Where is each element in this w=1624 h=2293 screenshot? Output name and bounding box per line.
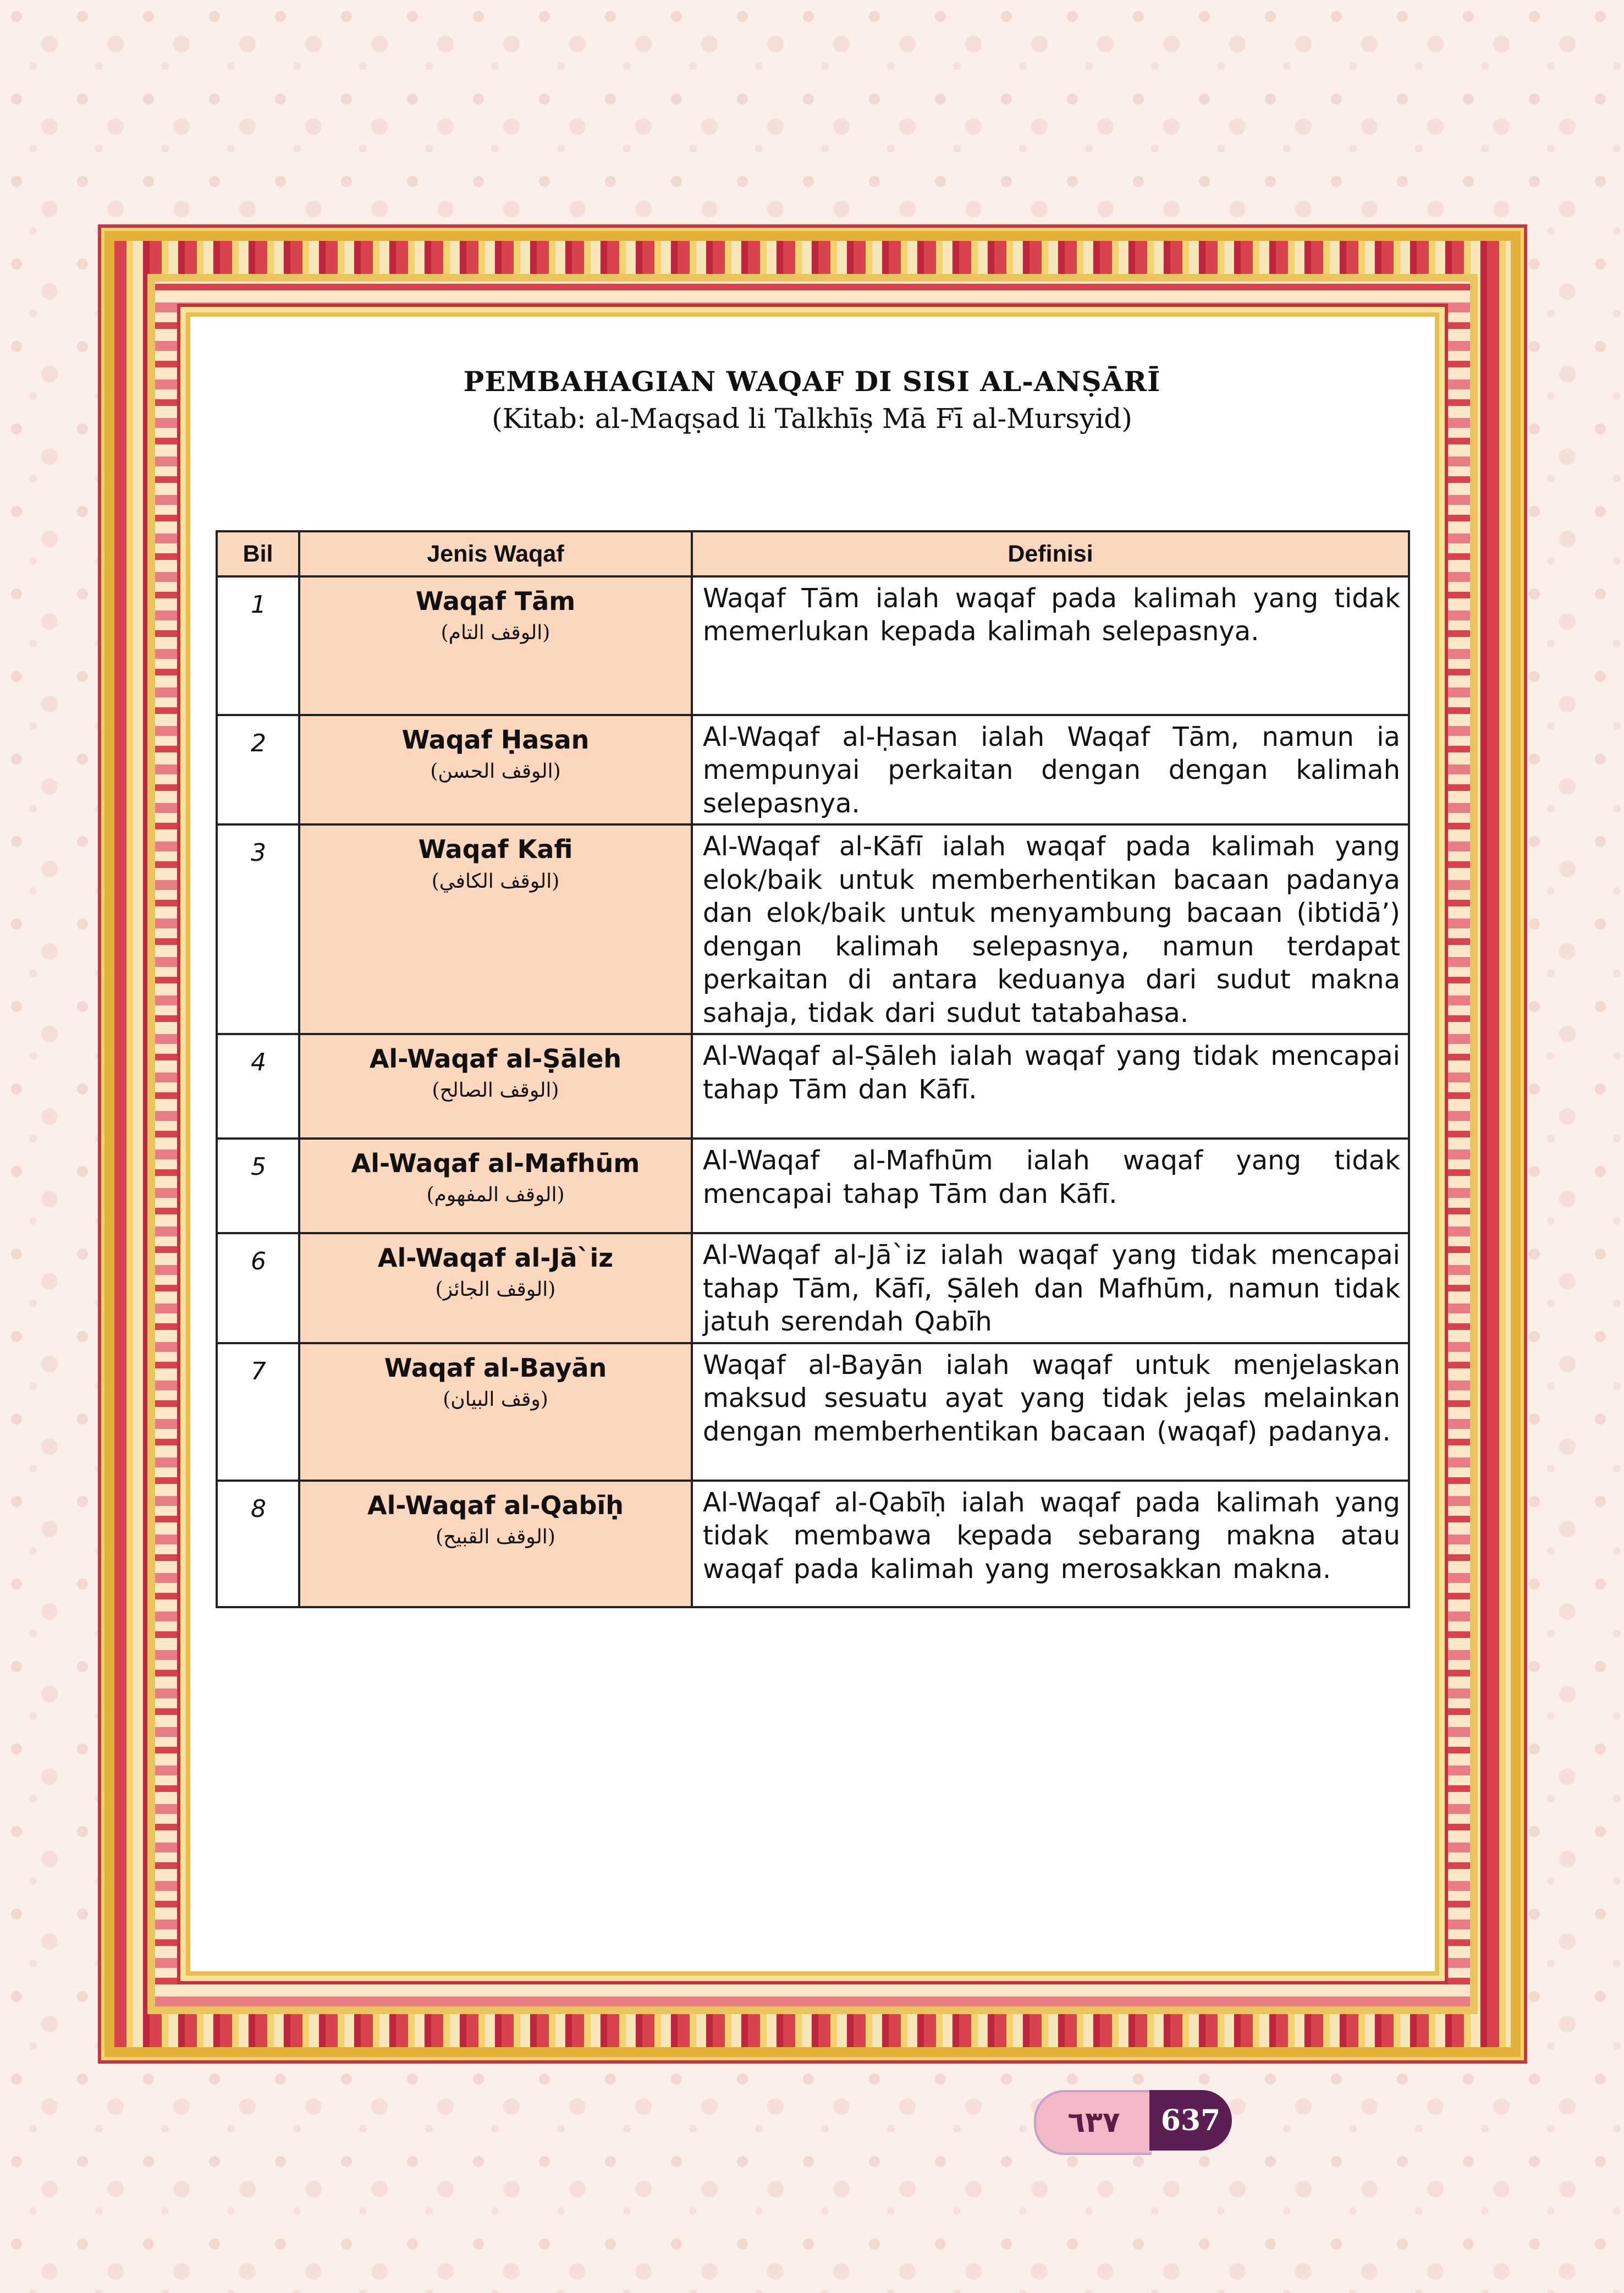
row-definition: Al-Waqaf al-Ḥasan ialah Waqaf Tām, namun ia mempunyai perkaitan dengan dengan kalimah selepasnya. bbox=[692, 715, 1409, 824]
row-bil: 3 bbox=[217, 824, 299, 1034]
page-number-arabic: ٦٣٧ bbox=[1034, 2090, 1152, 2155]
row-bil: 4 bbox=[217, 1034, 299, 1139]
row-jenis bbox=[299, 715, 692, 824]
row-bil: 6 bbox=[217, 1233, 299, 1343]
row-definition: Al-Waqaf al-Ṣāleh ialah waqaf yang tidak mencapai tahap Tām dan Kāfī. bbox=[692, 1034, 1409, 1139]
waqaf-table bbox=[216, 530, 1410, 1608]
waqaf-arabic: (الوقف الصالح) bbox=[432, 1079, 559, 1102]
table-row bbox=[217, 1343, 1409, 1481]
header-bil: Bil bbox=[217, 531, 299, 576]
table-row bbox=[217, 1034, 1409, 1139]
waqaf-arabic: (الوقف الحسن) bbox=[430, 760, 561, 783]
page-title: PEMBAHAGIAN WAQAF DI SISI AL-ANṢĀRĪ bbox=[463, 365, 1161, 398]
waqaf-name: Al-Waqaf al-Qabīḥ bbox=[367, 1490, 624, 1520]
waqaf-arabic: (وقف البيان) bbox=[443, 1388, 548, 1411]
waqaf-arabic: (الوقف الجائز) bbox=[435, 1278, 556, 1301]
row-definition: Waqaf Tām ialah waqaf pada kalimah yang tidak memerlukan kepada kalimah selepasnya. bbox=[692, 576, 1409, 715]
table-row bbox=[217, 824, 1409, 1034]
header-jenis: Jenis Waqaf bbox=[299, 531, 692, 576]
waqaf-name: Al-Waqaf al-Jā`iz bbox=[377, 1243, 614, 1273]
row-jenis bbox=[299, 824, 692, 1034]
table-row bbox=[217, 1233, 1409, 1343]
table-row bbox=[217, 1139, 1409, 1233]
row-bil: 8 bbox=[217, 1481, 299, 1607]
row-jenis bbox=[299, 1233, 692, 1343]
waqaf-name: Waqaf Kafi bbox=[418, 834, 573, 865]
waqaf-name: Al-Waqaf al-Mafhūm bbox=[351, 1148, 640, 1179]
row-bil: 5 bbox=[217, 1139, 299, 1233]
waqaf-name: Al-Waqaf al-Ṣāleh bbox=[369, 1044, 622, 1074]
table-header-row bbox=[217, 531, 1409, 576]
row-jenis bbox=[299, 1139, 692, 1233]
waqaf-arabic: (الوقف التام) bbox=[441, 622, 550, 645]
waqaf-name: Waqaf Tām bbox=[415, 586, 576, 616]
header-definisi: Definisi bbox=[692, 531, 1409, 576]
waqaf-arabic: (الوقف الكافي) bbox=[431, 870, 560, 893]
page-number-latin: 637 bbox=[1149, 2090, 1232, 2151]
table-row bbox=[217, 576, 1409, 715]
waqaf-arabic: (الوقف القبيح) bbox=[436, 1525, 555, 1548]
row-definition: Al-Waqaf al-Jā`iz ialah waqaf yang tidak mencapai tahap Tām, Kāfī, Ṣāleh dan Mafhūm, namun tidak jatuh serendah Qabīh bbox=[692, 1233, 1409, 1343]
row-jenis bbox=[299, 1481, 692, 1607]
waqaf-name: Waqaf Ḥasan bbox=[401, 725, 590, 755]
row-jenis bbox=[299, 1034, 692, 1139]
row-jenis bbox=[299, 576, 692, 715]
row-definition: Waqaf al-Bayān ialah waqaf untuk menjelaskan maksud sesuatu ayat yang tidak jelas melainkan dengan memberhentikan bacaan (waqaf) padanya. bbox=[692, 1343, 1409, 1481]
row-bil: 1 bbox=[217, 576, 299, 715]
table-row bbox=[217, 715, 1409, 824]
row-bil: 2 bbox=[217, 715, 299, 824]
waqaf-name: Waqaf al-Bayān bbox=[384, 1352, 607, 1383]
row-jenis bbox=[299, 1343, 692, 1481]
row-definition: Al-Waqaf al-Mafhūm ialah waqaf yang tidak mencapai tahap Tām dan Kāfī. bbox=[692, 1139, 1409, 1233]
page-number-badge bbox=[1034, 2090, 1265, 2151]
table-row bbox=[217, 1481, 1409, 1607]
waqaf-arabic: (الوقف المفهوم) bbox=[426, 1184, 565, 1207]
row-definition: Al-Waqaf al-Kāfī ialah waqaf pada kalimah yang elok/baik untuk memberhentikan bacaan padanya dan elok/baik untuk menyambung bacaan (ibtidā’) dengan kalimah selepasnya, namun terdapat perkaitan di antara keduanya dari sudut makna sahaja, tidak dari sudut tatabahasa. bbox=[692, 824, 1409, 1034]
page-subtitle: (Kitab: al-Maqṣad li Talkhīṣ Mā Fī al-Mursyid) bbox=[492, 403, 1132, 435]
row-bil: 7 bbox=[217, 1343, 299, 1481]
row-definition: Al-Waqaf al-Qabīḥ ialah waqaf pada kalimah yang tidak membawa kepada sebarang makna atau waqaf pada kalimah yang merosakkan makna. bbox=[692, 1481, 1409, 1607]
